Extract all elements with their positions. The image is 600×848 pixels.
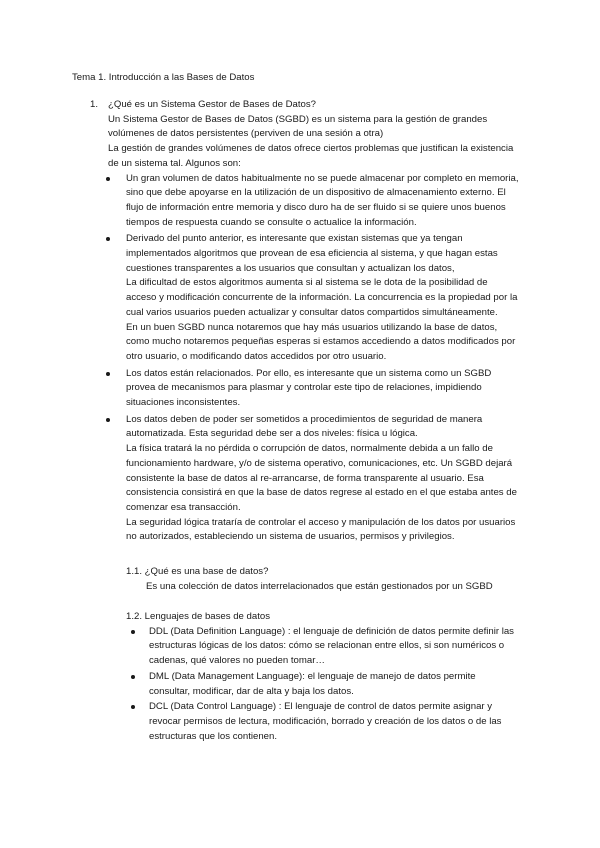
bullet-icon [106, 177, 110, 181]
section-1-heading: ¿Qué es un Sistema Gestor de Bases de Datos? [108, 99, 316, 110]
section-1-2-bullet-list [149, 625, 516, 745]
bullet-paragraph: La seguridad lógica trataría de controlar el acceso y manipulación de los datos por usuarios no autorizados, estableciendo un sistema de usuarios, permisos y privilegios. [126, 516, 516, 543]
section-1 [90, 98, 520, 547]
section-1-intro-1: Un Sistema Gestor de Bases de Datos (SGBD) es un sistema para la gestión de grandes volúmenes de datos persistentes (perviven de una sesión a otra) [108, 113, 488, 140]
list-item [149, 625, 516, 669]
bullet-paragraph: Derivado del punto anterior, es interesante que existan sistemas que ya tengan implementados algoritmos que provean de esa eficiencia al sistema, y que hagan estas cuestiones transparentes a los usuarios que consultan y actualizan los datos, [126, 233, 498, 274]
bullet-text: DDL (Data Definition Language) : el lenguaje de definición de datos permite definir las estructuras lógicas de los datos: cómo se relacionan entre ellos, si son numéricos o cadenas, qué valores no pueden tomar… [149, 625, 514, 667]
section-1-bullet-list [126, 172, 520, 546]
bullet-paragraph: En un buen SGBD nunca notaremos que hay más usuarios utilizando la base de datos, como mucho notaremos pequeñas esperas si estamos accediendo a datos modificados por otro usuario, o modificando datos accedidos por otro usuario. [126, 321, 516, 362]
list-item [149, 670, 516, 699]
bullet-paragraph: Los datos están relacionados. Por ello, es interesante que un sistema como un SGBD provea de mecanismos para plasmar y controlar este tipo de relaciones, impidiendo situaciones inconsistentes. [126, 367, 492, 409]
list-item [126, 232, 520, 364]
section-1-2-heading: 1.2. Lenguajes de bases de datos [126, 611, 271, 622]
section-1-1-text: Es una colección de datos interrelacionados que están gestionados por un SGBD [146, 580, 493, 592]
list-item [126, 172, 520, 231]
bullet-text: DML (Data Management Language): el lenguaje de manejo de datos permite consultar, modificar, dar de alta y baja los datos. [149, 670, 476, 697]
section-1-number: 1. [90, 99, 99, 110]
list-item [149, 700, 516, 744]
section-1-1-heading: 1.1. ¿Qué es una base de datos? [126, 566, 269, 577]
list-item [126, 413, 520, 545]
bullet-icon [106, 372, 110, 376]
bullet-paragraph: La dificultad de estos algoritmos aumenta si al sistema se le dota de la posibilidad de acceso y modificación concurrente de la información. La concurrencia es la propiedad por la cual varios usuarios pueden actualizar y consultar datos compartidos simultáneamente. [126, 277, 518, 318]
bullet-paragraph: Los datos deben de poder ser sometidos a procedimientos de seguridad de manera automatizada. Esta seguridad debe ser a dos niveles: física u lógica. [126, 413, 483, 440]
bullet-text: DCL (Data Control Language) : El lenguaje de control de datos permite asignar y revocar permisos de lectura, modificación, borrado y creación de los datos o de las estructuras que los contienen. [149, 701, 502, 742]
bullet-icon [131, 675, 135, 679]
bullet-icon [131, 705, 135, 709]
section-1-1 [126, 565, 516, 594]
bullet-icon [106, 418, 110, 422]
bullet-icon [131, 630, 135, 634]
section-1-intro-2: La gestión de grandes volúmenes de datos ofrece ciertos problemas que justifican la existencia de un sistema tal. Algunos son: [108, 143, 514, 169]
document-title: Tema 1. Introducción a las Bases de Datos [72, 72, 255, 83]
bullet-paragraph: Un gran volumen de datos habitualmente no se puede almacenar por completo en memoria, sino que debe apoyarse en la utilización de un dispositivo de almacenamiento externo. El flujo de información entre memoria y disco duro ha de ser fluido si se quiere unos buenos tiempos de respuesta cuando se consulte o actualice la información. [126, 172, 519, 228]
bullet-paragraph: La física tratará la no pérdida o corrupción de datos, normalmente debida a un fallo de funcionamiento hardware, y/o de sistema operativo, comunicaciones, etc. Un SGBD dejará consistente la base de datos al re-arrancarse, de forma transparente al usuario. Esa consistencia consistirá en que la base de datos regrese al estado en el que estaba antes de comenzar esa transacción. [126, 443, 517, 513]
section-1-2 [126, 610, 516, 745]
list-item [126, 367, 520, 411]
bullet-icon [106, 237, 110, 241]
